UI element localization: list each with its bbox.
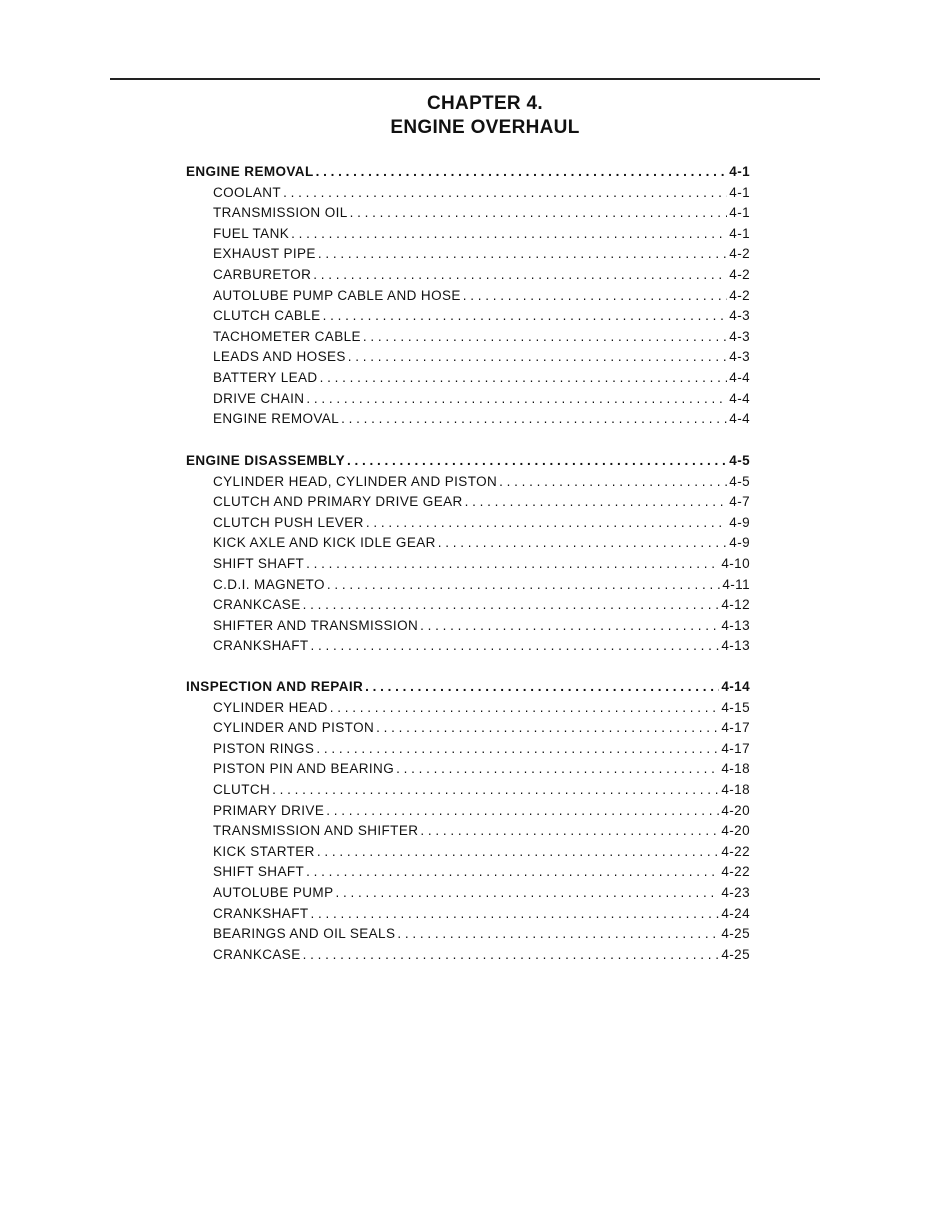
toc-page-number: 4-25	[721, 946, 750, 962]
toc-entry-label: SHIFT SHAFT	[213, 555, 305, 571]
dot-leader	[365, 679, 719, 694]
toc-entry[interactable]	[186, 803, 750, 824]
toc-entry-label: CRANKSHAFT	[213, 905, 309, 921]
toc-entry[interactable]	[186, 391, 750, 412]
toc-page-number: 4-20	[721, 823, 750, 839]
toc-entry[interactable]	[186, 246, 750, 267]
toc-entry[interactable]	[186, 411, 750, 432]
toc-entry[interactable]	[186, 349, 750, 370]
toc-page-number: 4-12	[721, 597, 750, 613]
toc-page-number: 4-1	[729, 225, 750, 241]
dot-leader	[420, 823, 719, 838]
toc-entry-label: KICK STARTER	[213, 843, 315, 859]
dot-leader	[316, 164, 728, 179]
dot-leader	[320, 370, 728, 385]
toc-entry-label: BATTERY LEAD	[213, 369, 318, 385]
toc-entry-label: SHIFT SHAFT	[213, 864, 305, 880]
dot-leader	[330, 700, 720, 715]
toc-entry-label: DRIVE CHAIN	[213, 390, 305, 406]
toc-page-number: 4-2	[729, 266, 750, 282]
dot-leader	[465, 494, 728, 509]
toc-page-number: 4-5	[729, 453, 750, 468]
toc-page-number: 4-9	[729, 514, 750, 530]
toc-entry-label: AUTOLUBE PUMP	[213, 884, 334, 900]
dot-leader	[350, 205, 728, 220]
toc-entry[interactable]	[186, 720, 750, 741]
toc-entry-label: CRANKCASE	[213, 946, 301, 962]
toc-entry[interactable]	[186, 185, 750, 206]
toc-entry[interactable]	[186, 844, 750, 865]
toc-entry-label: CRANKSHAFT	[213, 638, 309, 654]
dot-leader	[303, 947, 720, 962]
toc-entry[interactable]	[186, 308, 750, 329]
toc-page-number: 4-2	[729, 287, 750, 303]
toc-page-number: 4-23	[721, 884, 750, 900]
toc-entry[interactable]	[186, 947, 750, 968]
toc-entry[interactable]	[186, 864, 750, 885]
dot-leader	[316, 741, 719, 756]
toc-page-number: 4-4	[729, 390, 750, 406]
toc-entry-label: ENGINE REMOVAL	[213, 411, 340, 427]
dot-leader	[272, 782, 719, 797]
toc-entry-label: CYLINDER HEAD	[213, 699, 328, 715]
toc-page-number: 4-3	[729, 328, 750, 344]
toc-section-heading[interactable]	[186, 679, 750, 700]
dot-leader	[341, 411, 727, 426]
toc-page-number: 4-5	[729, 473, 750, 489]
toc-entry[interactable]	[186, 782, 750, 803]
toc-page-number: 4-22	[721, 843, 750, 859]
dot-leader	[283, 185, 727, 200]
toc-entry[interactable]	[186, 700, 750, 721]
dot-leader	[438, 535, 728, 550]
toc-page-number: 4-22	[721, 864, 750, 880]
dot-leader	[397, 926, 719, 941]
toc-entry-label: C.D.I. MAGNETO	[213, 576, 325, 592]
toc-entry-label: LEADS AND HOSES	[213, 349, 346, 365]
toc-entry-label: TRANSMISSION AND SHIFTER	[213, 823, 419, 839]
toc-entry-label: PRIMARY DRIVE	[213, 802, 325, 818]
toc-entry[interactable]	[186, 761, 750, 782]
toc-entry[interactable]	[186, 556, 750, 577]
toc-entry[interactable]	[186, 577, 750, 598]
toc-entry-label: KICK AXLE AND KICK IDLE GEAR	[213, 535, 436, 551]
dot-leader	[306, 391, 727, 406]
toc-entry-label: CYLINDER HEAD, CYLINDER AND PISTON	[213, 473, 498, 489]
toc-entry-label: TACHOMETER CABLE	[213, 328, 361, 344]
dot-leader	[323, 308, 728, 323]
toc-page-number: 4-4	[729, 411, 750, 427]
toc-entry[interactable]	[186, 288, 750, 309]
dot-leader	[396, 761, 719, 776]
dot-leader	[311, 638, 720, 653]
toc-entry-label: FUEL TANK	[213, 225, 290, 241]
chapter-title: ENGINE OVERHAUL	[390, 117, 580, 138]
toc-entry-label: COOLANT	[213, 184, 282, 200]
dot-leader	[318, 246, 727, 261]
toc-entry[interactable]	[186, 267, 750, 288]
toc-entry[interactable]	[186, 515, 750, 536]
toc-section-heading[interactable]	[186, 164, 750, 185]
toc-entry[interactable]	[186, 885, 750, 906]
toc-entry-label: EXHAUST PIPE	[213, 246, 316, 262]
toc-page-number: 4-2	[729, 246, 750, 262]
toc-entry-label: CLUTCH CABLE	[213, 308, 321, 324]
toc-entry[interactable]	[186, 370, 750, 391]
toc-page-number: 4-7	[729, 494, 750, 510]
toc-page-number: 4-14	[721, 679, 750, 694]
toc-page-number: 4-13	[721, 638, 750, 654]
toc-page-number: 4-17	[721, 740, 750, 756]
toc-page-number: 4-25	[721, 926, 750, 942]
toc-page-number: 4-1	[729, 205, 750, 221]
toc-entry-label: CYLINDER AND PISTON	[213, 720, 375, 736]
toc-entry-label: CLUTCH AND PRIMARY DRIVE GEAR	[213, 494, 463, 510]
toc-page-number: 4-24	[721, 905, 750, 921]
dot-leader	[303, 597, 720, 612]
toc-page-number: 4-18	[721, 781, 750, 797]
toc-entry[interactable]	[186, 618, 750, 639]
toc-page-number: 4-17	[721, 720, 750, 736]
toc-entry-label: AUTOLUBE PUMP CABLE AND HOSE	[213, 287, 461, 303]
toc-page-number: 4-3	[729, 308, 750, 324]
toc-entry[interactable]	[186, 597, 750, 618]
dot-leader	[326, 803, 719, 818]
toc-entry-label: PISTON RINGS	[213, 740, 315, 756]
toc-page-number: 4-9	[729, 535, 750, 551]
toc-page-number: 4-4	[729, 369, 750, 385]
toc-page-number: 4-15	[721, 699, 750, 715]
toc-page-number: 4-20	[721, 802, 750, 818]
toc-entry[interactable]	[186, 741, 750, 762]
toc-page-number: 4-11	[722, 576, 750, 592]
toc-entry-label: ENGINE DISASSEMBLY	[186, 453, 345, 468]
dot-leader	[311, 906, 720, 921]
toc-entry[interactable]	[186, 926, 750, 947]
dot-leader	[306, 864, 719, 879]
toc-entry[interactable]	[186, 205, 750, 226]
toc-entry[interactable]	[186, 494, 750, 515]
toc-entry-label: CLUTCH	[213, 781, 271, 797]
toc-entry[interactable]	[186, 823, 750, 844]
dot-leader	[363, 329, 727, 344]
toc-entry[interactable]	[186, 638, 750, 659]
dot-leader	[347, 453, 727, 468]
toc-entry-label: BEARINGS AND OIL SEALS	[213, 926, 396, 942]
dot-leader	[335, 885, 719, 900]
toc-entry-label: INSPECTION AND REPAIR	[186, 679, 364, 694]
toc-entry[interactable]	[186, 329, 750, 350]
dot-leader	[291, 226, 727, 241]
toc-section-heading[interactable]	[186, 453, 750, 474]
toc-entry-label: CLUTCH PUSH LEVER	[213, 514, 364, 530]
toc-page-number: 4-3	[729, 349, 750, 365]
toc-entry-label: TRANSMISSION OIL	[213, 205, 348, 221]
toc-entry-label: CRANKCASE	[213, 597, 301, 613]
toc-entry-label: PISTON PIN AND BEARING	[213, 761, 395, 777]
toc-page-number: 4-1	[729, 184, 750, 200]
dot-leader	[348, 349, 727, 364]
toc-section-engine-removal	[186, 164, 750, 432]
dot-leader	[463, 288, 728, 303]
dot-leader	[327, 577, 721, 592]
dot-leader	[420, 618, 719, 633]
dot-leader	[306, 556, 719, 571]
toc-entry[interactable]	[186, 226, 750, 247]
chapter-number: CHAPTER 4.	[427, 93, 543, 114]
dot-leader	[313, 267, 727, 282]
dot-leader	[376, 720, 719, 735]
toc-page-number: 4-18	[721, 761, 750, 777]
toc-entry-label: ENGINE REMOVAL	[186, 164, 314, 179]
dot-leader	[366, 515, 727, 530]
toc-entry-label: CARBURETOR	[213, 266, 312, 282]
toc-page-number: 4-10	[721, 555, 750, 571]
dot-leader	[317, 844, 720, 859]
toc-section-inspection-and-repair	[186, 679, 750, 967]
toc-section-engine-disassembly	[186, 453, 750, 659]
toc-entry[interactable]	[186, 906, 750, 927]
toc-entry[interactable]	[186, 474, 750, 495]
dot-leader	[499, 474, 727, 489]
toc-entry-label: SHIFTER AND TRANSMISSION	[213, 617, 419, 633]
toc-page-number: 4-1	[729, 164, 750, 179]
toc-page-number: 4-13	[721, 617, 750, 633]
toc-entry[interactable]	[186, 535, 750, 556]
header-rule	[110, 78, 820, 80]
